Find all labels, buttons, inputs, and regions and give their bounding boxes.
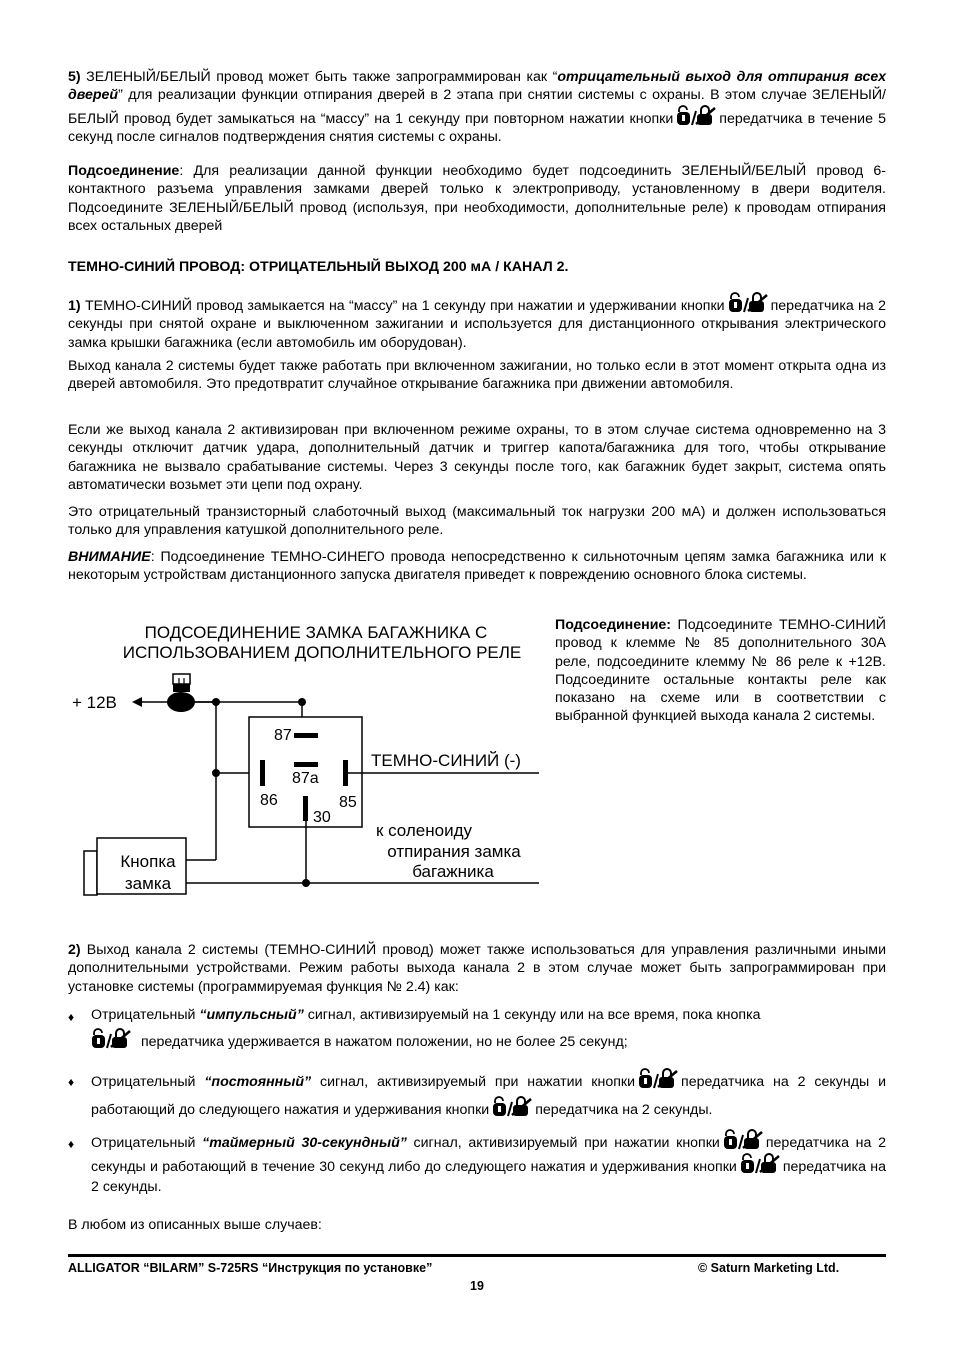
fuse-icon bbox=[167, 674, 195, 712]
paragraph-1: 1) ТЕМНО-СИНИЙ провод замыкается на “массу” на 1 секунду при нажатии и удерживании кнопки передатчика на 2 секунды при снятой охране и выключенном зажигании и используется для дистанционного открывания электрического замка крышки багажника (если автомобиль им оборудован). bbox=[68, 292, 886, 352]
button-label-2: замка bbox=[124, 874, 172, 893]
bullet-marker: ♦ bbox=[68, 1137, 75, 1151]
bullet-item-3: Отрицательный “таймерный 30-секундный” сигнал, активизируемый при нажатии кнопки передатчика на 2 секунды и работающий в течение 30 секунд либо до следующего нажатия и удерживания кнопки передатчика на 2 секунды. bbox=[91, 1129, 886, 1197]
solenoid-label-1: к соленоиду bbox=[375, 821, 473, 840]
diagram-title-line1: ПОДСОЕДИНЕНИЕ ЗАМКА БАГАЖНИКА С bbox=[144, 623, 488, 642]
diagram-title-line2: ИСПОЛЬЗОВАНИЕМ ДОПОЛНИТЕЛЬНОГО РЕЛЕ bbox=[122, 643, 522, 662]
pin-87: 87 bbox=[274, 727, 292, 744]
relay-wiring-diagram bbox=[66, 616, 546, 906]
bullet-item-1: Отрицательный “импульсный” сигнал, активизируемый на 1 секунду или на все время, пока кнопка передатчика удерживается в нажатом положении, но не более 25 секунд; bbox=[91, 1007, 761, 1051]
side-note: Подсоединение: Подсоедините ТЕМНО-СИНИЙ провод к клемме № 85 дополнительного 30А реле, подсоедините клемму № 86 реле к +12В. Подсоедините остальные контакты реле как показано на схеме или в соответствии с выбранной функцией выхода канала 2 системы. bbox=[555, 617, 886, 725]
paragraph-5: 5) ЗЕЛЕНЫЙ/БЕЛЫЙ провод может быть также запрограммирован как “отрицательный выход для отпирания всех дверей” для реализации функции отпирания дверей в 2 этапа при снятии системы с охраны. В этом случае ЗЕЛЕНЫЙ/БЕЛЫЙ провод будет замыкаться на “массу” на 1 секунду при повторном нажатии кнопки передатчика в течение 5 секунд после сигналов подтверждения снятия системы с охраны. bbox=[68, 69, 886, 145]
bullet-marker: ♦ bbox=[68, 1075, 75, 1089]
lock-unlock-icon bbox=[91, 1028, 131, 1050]
paragraph-c: Если же выход канала 2 активизирован при включенном режиме охраны, то в этом случае система одновременно на 3 секунды отключит датчик удара, дополнительный датчик и триггер капота/багажника для того, чтобы открывание багажника не вызвало срабатывание системы. Через 3 секунды после того, как багажник будет закрыт, система опять автоматически возьмет эти цепи под охрану. bbox=[68, 422, 886, 493]
footer-copyright: © Saturn Marketing Ltd. bbox=[698, 1261, 840, 1275]
paragraph-d: Это отрицательный транзисторный слаботочный выход (максимальный ток нагрузки 200 мА) и должен использоваться только для управления катушкой дополнительного реле. bbox=[68, 504, 886, 539]
solenoid-label-3: багажника bbox=[412, 862, 494, 881]
footer-title: ALLIGATOR “BILARM” S-725RS “Инструкция по установке” bbox=[68, 1261, 433, 1275]
paragraph-2: 2) Выход канала 2 системы (ТЕМНО-СИНИЙ провод) может также использоваться для управления различными иными дополнительными устройствами. Режим работы выхода канала 2 в этом случае может быть запрограммирован при установке системы (программируемая функция № 2.4) как: bbox=[68, 942, 886, 995]
pin-85: 85 bbox=[339, 794, 357, 811]
closing-text: В любом из описанных выше случаев: bbox=[68, 1217, 322, 1233]
lock-unlock-icon bbox=[492, 1096, 532, 1118]
plus-12v-label: + 12В bbox=[72, 693, 117, 712]
lock-unlock-icon bbox=[740, 1153, 780, 1175]
lock-unlock-icon bbox=[723, 1129, 763, 1151]
pin-86: 86 bbox=[260, 792, 278, 809]
pin-87a: 87a bbox=[292, 770, 319, 787]
lock-unlock-icon bbox=[638, 1068, 678, 1090]
dark-blue-label: ТЕМНО-СИНИЙ (-) bbox=[371, 751, 521, 770]
solenoid-label-2: отпирания замка bbox=[387, 842, 521, 861]
bullet-item-2: Отрицательный “постоянный” сигнал, активизируемый при нажатии кнопки передатчика на 2 секунды и работающий до следующего нажатия и удерживания кнопки передатчика на 2 секунды. bbox=[91, 1068, 886, 1124]
page-number: 19 bbox=[470, 1279, 484, 1293]
arrow-icon bbox=[132, 697, 142, 707]
footer-rule bbox=[68, 1254, 886, 1257]
lock-unlock-icon bbox=[728, 292, 768, 314]
pin-30: 30 bbox=[313, 809, 331, 826]
bullet-marker: ♦ bbox=[68, 1010, 75, 1024]
button-label-1: Кнопка bbox=[120, 852, 176, 871]
paragraph-b: Выход канала 2 системы будет также работать при включенном зажигании, но только если в этот момент открыта одна из дверей автомобиля. Это предотвратит случайное открывание багажника при движении автомобиля. bbox=[68, 358, 886, 393]
warning-paragraph: ВНИМАНИЕ: Подсоединение ТЕМНО-СИНЕГО провода непосредственно к сильноточным цепям замка багажника или к некоторым устройствам дистанционного запуска двигателя приведет к повреждению основного блока системы. bbox=[68, 549, 886, 584]
lock-unlock-icon bbox=[676, 105, 716, 127]
section-heading: ТЕМНО-СИНИЙ ПРОВОД: ОТРИЦАТЕЛЬНЫЙ ВЫХОД 200 мА / КАНАЛ 2. bbox=[68, 259, 569, 275]
connection-paragraph: Подсоединение: Для реализации данной функции необходимо будет подсоединить ЗЕЛЕНЫЙ/БЕЛЫЙ провод 6-контактного разъема управления замками дверей только к электроприводу, установленному в двери водителя. Подсоедините ЗЕЛЕНЫЙ/БЕЛЫЙ провод (используя, при необходимости, дополнительные реле) к проводам отпирания всех остальных дверей bbox=[68, 163, 886, 234]
